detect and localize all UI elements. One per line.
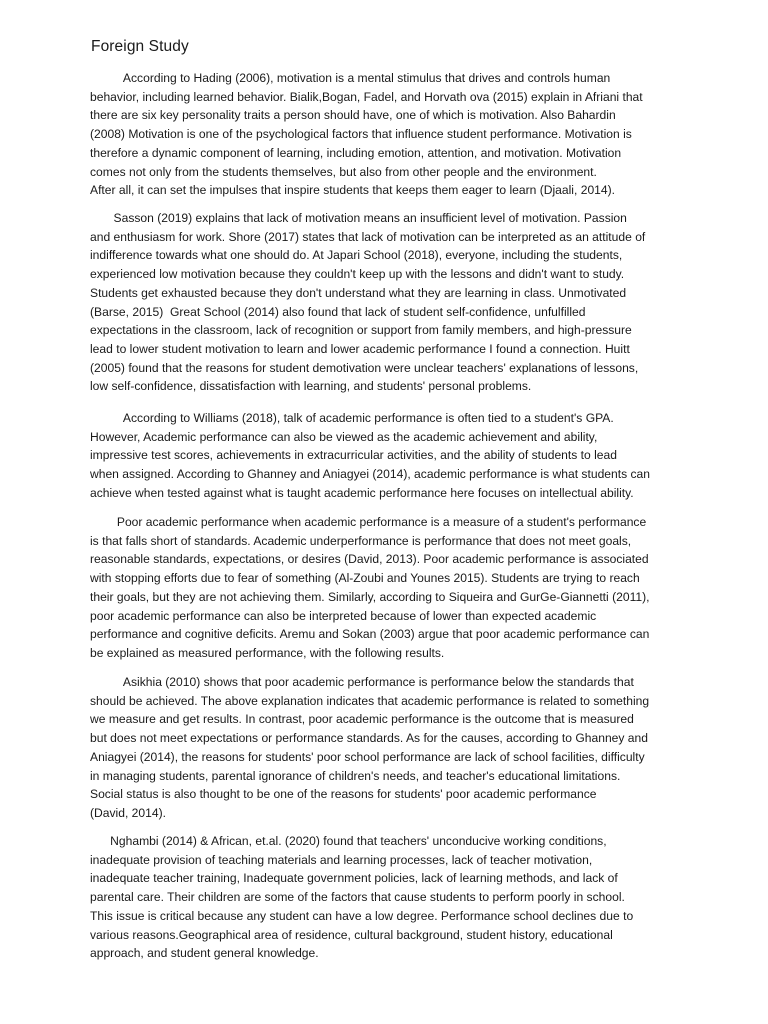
paragraph-academic-performance (90, 409, 690, 503)
paragraph-line: (David, 2014). (90, 805, 166, 820)
paragraph-line: but does not meet expectations or performance standards. As for the causes, according to Ghanney and (90, 731, 648, 746)
paragraph-lack-of-motivation (90, 209, 690, 396)
paragraph-line: parental care. Their children are some of the factors that cause students to perform poorly in school. (90, 890, 625, 905)
paragraph-line: Students get exhausted because they don't understand what they are learning in class. Unmotivated (90, 285, 627, 300)
paragraph-line: in managing students, parental ignorance of children's needs, and teacher's educational limitations. (90, 768, 621, 783)
paragraph-line: low self-confidence, dissatisfaction with learning, and students' personal problems. (90, 379, 532, 394)
paragraph-line: Asikhia (2010) shows that poor academic performance is performance below the standards that (90, 675, 634, 689)
paragraph-line: inadequate teacher training, Inadequate government policies, lack of learning methods, and lack of (90, 871, 618, 886)
paragraph-line: expectations in the classroom, lack of recognition or support from family members, and high-pressure (90, 323, 632, 338)
paragraph-line: there are six key personality traits a person should have, one of which is motivation. Also Bahardin (90, 108, 616, 123)
paragraph-line: (Barse, 2015) Great School (2014) also found that lack of student self-confidence, unfulfilled (90, 304, 586, 319)
paragraph-line: performance and cognitive deficits. Aremu and Sokan (2003) argue that poor academic performance can (90, 627, 650, 642)
paragraph-line: with stopping efforts due to fear of something (Al-Zoubi and Younes 2015). Students are trying to reach (90, 571, 640, 586)
paragraph-line: Poor academic performance when academic performance is a measure of a student's performance (90, 515, 647, 529)
paragraph-line: lead to lower student motivation to learn and lower academic performance I found a connection. Huitt (90, 341, 630, 356)
paragraph-line: Nghambi (2014) & African, et.al. (2020) found that teachers' unconducive working conditions, (90, 834, 607, 848)
paragraph-line: After all, it can set the impulses that inspire students that keeps them eager to learn (Djaali, 2014). (90, 183, 616, 198)
paragraph-motivation-definition (90, 69, 690, 200)
paragraph-line: behavior, including learned behavior. Bialik,Bogan, Fadel, and Horvath ova (2015) explain in Afriani that (90, 89, 643, 104)
paragraph-line: be explained as measured performance, with the following results. (90, 645, 445, 660)
paragraph-line: when assigned. According to Ghanney and Aniagyei (2014), academic performance is what students can (90, 467, 651, 482)
paragraph-line: Aniagyei (2014), the reasons for students' poor school performance are lack of school facilities, difficulty (90, 749, 645, 764)
paragraph-line: their goals, but they are not achieving them. Similarly, according to Siqueira and GurGe-Giannetti (2011), (90, 589, 650, 604)
paragraph-line: experienced low motivation because they couldn't keep up with the lessons and didn't want to study. (90, 267, 625, 282)
paragraph-line: we measure and get results. In contrast, poor academic performance is the outcome that is measured (90, 712, 634, 727)
paragraph-line: is that falls short of standards. Academic underperformance is performance that does not meet goals, (90, 533, 632, 548)
paragraph-line: According to Williams (2018), talk of academic performance is often tied to a student's GPA. (90, 411, 614, 425)
paragraph-line: therefore a dynamic component of learning, including emotion, attention, and motivation. Motivation (90, 145, 622, 160)
section-title: Foreign Study (91, 38, 189, 55)
paragraph-line: achieve when tested against what is taught academic performance here focuses on intellectual ability. (90, 485, 634, 500)
paragraph-line: Sasson (2019) explains that lack of motivation means an insufficient level of motivation. Passion (90, 211, 627, 225)
paragraph-line: According to Hading (2006), motivation is a mental stimulus that drives and controls human (90, 71, 611, 85)
paragraph-line: indifference towards what one should do. At Japari School (2018), everyone, including the students, (90, 248, 623, 263)
paragraph-poor-academic-performance (90, 513, 690, 663)
paragraph-line: Social status is also thought to be one of the reasons for students' poor academic performance (90, 787, 597, 802)
paragraph-line: poor academic performance can also be interpreted because of lower than expected academic (90, 608, 597, 623)
paragraph-line: However, Academic performance can also be viewed as the academic achievement and ability, (90, 429, 598, 444)
paragraph-line: (2005) found that the reasons for student demotivation were unclear teachers' explanations of lessons, (90, 360, 639, 375)
paragraph-line: This issue is critical because any student can have a low degree. Performance school declines due to (90, 908, 634, 923)
paragraph-teacher-factors (90, 832, 690, 963)
paragraph-line: reasonable standards, expectations, or desires (David, 2013). Poor academic performance is associated (90, 552, 649, 567)
paragraph-line: various reasons.Geographical area of residence, cultural background, student history, educational (90, 927, 613, 942)
paragraph-line: impressive test scores, achievements in extracurricular activities, and the ability of students to lead (90, 448, 617, 463)
paragraph-asikhia-causes (90, 673, 690, 823)
paragraph-line: comes not only from the students themselves, but also from other people and the environment. (90, 164, 597, 179)
paragraph-line: inadequate provision of teaching materials and learning processes, lack of teacher motivation, (90, 852, 593, 867)
paragraph-line: should be achieved. The above explanation indicates that academic performance is related to something (90, 693, 650, 708)
paragraph-line: and enthusiasm for work. Shore (2017) states that lack of motivation can be interpreted as an attitude of (90, 229, 646, 244)
paragraph-line: approach, and student general knowledge. (90, 946, 319, 961)
paragraph-line: (2008) Motivation is one of the psychological factors that influence student performance. Motivation is (90, 127, 632, 142)
